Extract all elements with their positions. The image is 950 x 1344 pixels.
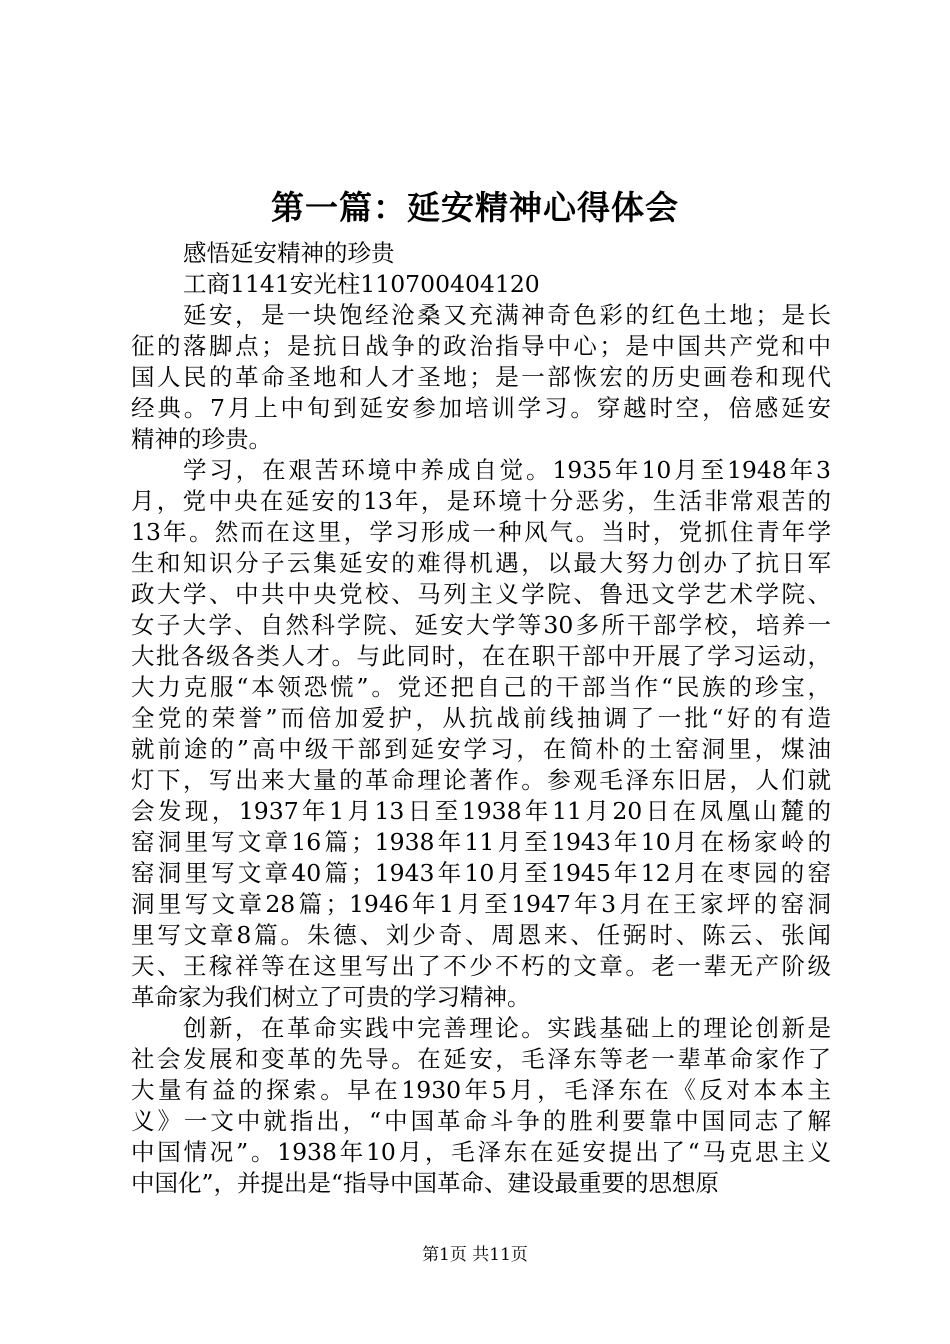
paragraph-line: 创新，在革命实践中完善理论。实践基础上的理论创新是 xyxy=(183,1014,831,1042)
paragraph-line: 里写文章8篇。朱德、刘少奇、周恩来、任弼时、陈云、张闻 xyxy=(131,921,831,949)
author-line: 工商1141安光柱110700404120 xyxy=(183,270,540,298)
paragraph-line: 窑洞里写文章40篇；1943年10月至1945年12月在枣园的窑 xyxy=(131,859,831,887)
paragraph-line: 学习，在艰苦环境中养成自觉。1935年10月至1948年3 xyxy=(183,456,831,484)
paragraph-line: 中国化”，并提出是“指导中国革命、建设最重要的思想原 xyxy=(131,1169,720,1197)
paragraph-line: 大量有益的探索。早在1930年5月，毛泽东在《反对本本主 xyxy=(131,1076,831,1104)
paragraph-line: 天、王稼祥等在这里写出了不少不朽的文章。老一辈无产阶级 xyxy=(131,952,831,980)
document-body xyxy=(131,238,831,1199)
paragraph xyxy=(131,300,831,455)
paragraphs xyxy=(131,300,831,1199)
subtitle: 感悟延安精神的珍贵 xyxy=(183,239,395,267)
page-footer: 第1页 共11页 xyxy=(422,1245,528,1265)
paragraph xyxy=(131,1013,831,1199)
paragraph-line: 政大学、中共中央党校、马列主义学院、鲁迅文学艺术学院、 xyxy=(131,580,831,608)
paragraph-line: 就前途的”高中级干部到延安学习，在简朴的土窑洞里，煤油 xyxy=(131,735,831,763)
paragraph-line: 征的落脚点；是抗日战争的政治指导中心；是中国共产党和中 xyxy=(131,332,831,360)
paragraph-line: 大批各级各类人才。与此同时，在在职干部中开展了学习运动， xyxy=(131,642,831,670)
paragraph-line: 革命家为我们树立了可贵的学习精神。 xyxy=(131,983,531,1011)
document-title: 第一篇：延安精神心得体会 xyxy=(271,188,679,227)
paragraph-line: 会发现，1937年1月13日至1938年11月20日在凤凰山麓的 xyxy=(131,797,831,825)
paragraph-line: 中国情况”。1938年10月，毛泽东在延安提出了“马克思主义 xyxy=(131,1138,831,1166)
paragraph-line: 窑洞里写文章16篇；1938年11月至1943年10月在杨家岭的 xyxy=(131,828,831,856)
paragraph-line: 全党的荣誉”而倍加爱护，从抗战前线抽调了一批“好的有造 xyxy=(131,704,831,732)
paragraph-line: 延安，是一块饱经沧桑又充满神奇色彩的红色土地；是长 xyxy=(183,301,831,329)
paragraph-line: 经典。7月上中旬到延安参加培训学习。穿越时空，倍感延安 xyxy=(131,394,831,422)
paragraph-line: 月，党中央在延安的13年，是环境十分恶劣，生活非常艰苦的 xyxy=(131,487,831,515)
paragraph-line: 社会发展和变革的先导。在延安，毛泽东等老一辈革命家作了 xyxy=(131,1045,831,1073)
paragraph-line: 女子大学、自然科学院、延安大学等30多所干部学校，培养一 xyxy=(131,611,831,639)
paragraph-line: 13年。然而在这里，学习形成一种风气。当时，党抓住青年学 xyxy=(131,518,831,546)
paragraph-line: 灯下，写出来大量的革命理论著作。参观毛泽东旧居，人们就 xyxy=(131,766,831,794)
paragraph xyxy=(131,455,831,1013)
paragraph-line: 洞里写文章28篇；1946年1月至1947年3月在王家坪的窑洞 xyxy=(131,890,831,918)
paragraph-line: 大力克服“本领恐慌”。党还把自己的干部当作“民族的珍宝， xyxy=(131,673,831,701)
paragraph-line: 精神的珍贵。 xyxy=(131,425,272,453)
paragraph-line: 义》一文中就指出，“中国革命斗争的胜利要靠中国同志了解 xyxy=(131,1107,831,1135)
paragraph-line: 生和知识分子云集延安的难得机遇，以最大努力创办了抗日军 xyxy=(131,549,831,577)
paragraph-line: 国人民的革命圣地和人才圣地；是一部恢宏的历史画卷和现代 xyxy=(131,363,831,391)
